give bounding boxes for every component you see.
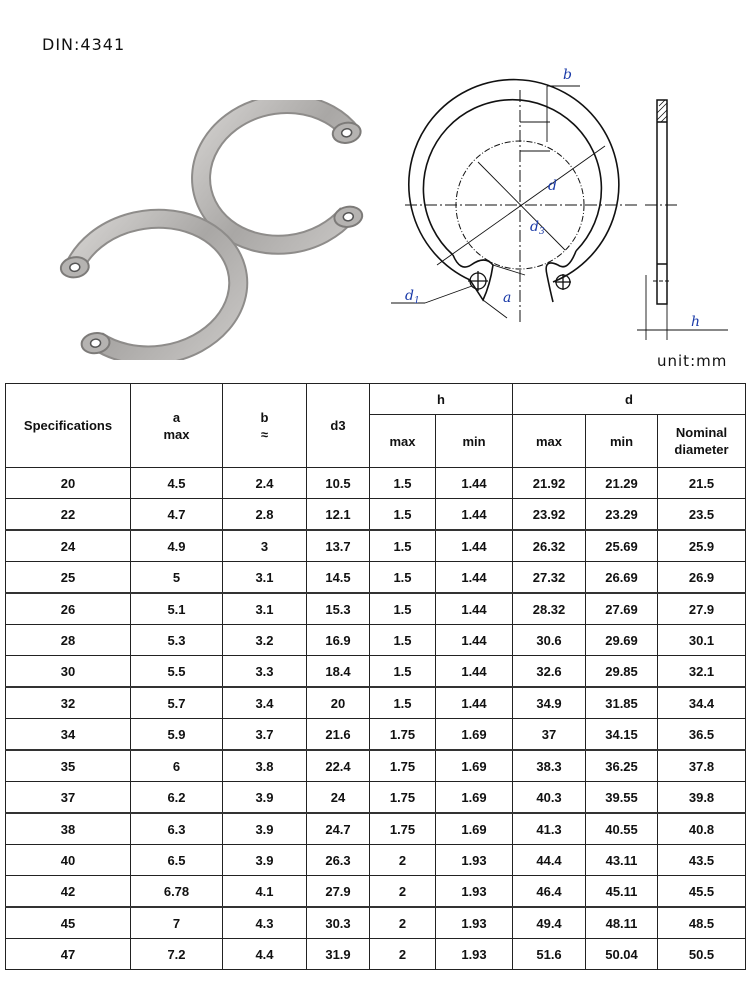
cell-d-max: 40.3 — [513, 782, 586, 814]
cell-h-min: 1.93 — [436, 939, 513, 970]
cell-h-min: 1.44 — [436, 625, 513, 656]
cell-h-max: 1.5 — [370, 468, 436, 499]
cell-d-max: 41.3 — [513, 813, 586, 845]
table-row — [6, 782, 746, 814]
cell-d-max: 34.9 — [513, 687, 586, 719]
table-row — [6, 876, 746, 908]
cell-d-max: 49.4 — [513, 907, 586, 939]
cell-h-max: 1.75 — [370, 750, 436, 782]
cell-b-approx: 3.3 — [223, 656, 307, 688]
label-d3: $d_3$ — [530, 219, 545, 237]
cell-h-max: 1.75 — [370, 719, 436, 751]
cell-d3: 21.6 — [307, 719, 370, 751]
table-row — [6, 468, 746, 499]
cell-d3: 16.9 — [307, 625, 370, 656]
cell-h-min: 1.44 — [436, 562, 513, 594]
header-b: b ≈ — [223, 384, 307, 468]
cell-h-min: 1.44 — [436, 499, 513, 531]
cell-a-max: 7 — [131, 907, 223, 939]
cell-a-max: 5 — [131, 562, 223, 594]
cell-d-max: 23.92 — [513, 499, 586, 531]
header-d-nominal: Nominal diameter — [658, 415, 746, 468]
cell-b-approx: 3.9 — [223, 845, 307, 876]
cell-d-max: 51.6 — [513, 939, 586, 970]
cell-h-max: 2 — [370, 876, 436, 908]
cell-a-max: 6.2 — [131, 782, 223, 814]
cell-b-approx: 3.2 — [223, 625, 307, 656]
cell-h-min: 1.44 — [436, 468, 513, 499]
cell-h-min: 1.44 — [436, 687, 513, 719]
cell-b-approx: 2.8 — [223, 499, 307, 531]
header-d-min: min — [586, 415, 658, 468]
table-row — [6, 530, 746, 562]
cell-h-min: 1.69 — [436, 750, 513, 782]
cell-spec: 20 — [6, 468, 131, 499]
circlip-photo-icon — [40, 100, 380, 360]
cell-d-max: 44.4 — [513, 845, 586, 876]
table-row — [6, 656, 746, 688]
cell-d-min: 45.11 — [586, 876, 658, 908]
table-row — [6, 813, 746, 845]
cell-a-max: 6.3 — [131, 813, 223, 845]
cell-spec: 26 — [6, 593, 131, 625]
cell-spec: 38 — [6, 813, 131, 845]
header-h-max: max — [370, 415, 436, 468]
cell-a-max: 4.7 — [131, 499, 223, 531]
cell-b-approx: 3 — [223, 530, 307, 562]
table-row — [6, 719, 746, 751]
cell-d-nominal: 30.1 — [658, 625, 746, 656]
specification-table — [5, 383, 746, 970]
cell-d-nominal: 21.5 — [658, 468, 746, 499]
cell-b-approx: 2.4 — [223, 468, 307, 499]
cell-a-max: 5.9 — [131, 719, 223, 751]
unit-label: unit:mm — [657, 352, 728, 370]
cell-d-max: 46.4 — [513, 876, 586, 908]
technical-drawing — [375, 50, 750, 350]
cell-a-max: 6.78 — [131, 876, 223, 908]
cell-d3: 14.5 — [307, 562, 370, 594]
table-row — [6, 687, 746, 719]
cell-spec: 47 — [6, 939, 131, 970]
cell-b-approx: 3.7 — [223, 719, 307, 751]
header-d-max: max — [513, 415, 586, 468]
label-d: d — [548, 178, 557, 194]
cell-d-nominal: 25.9 — [658, 530, 746, 562]
cell-spec: 45 — [6, 907, 131, 939]
cell-spec: 30 — [6, 656, 131, 688]
cell-d3: 15.3 — [307, 593, 370, 625]
cell-d-min: 48.11 — [586, 907, 658, 939]
cell-d3: 22.4 — [307, 750, 370, 782]
table-row — [6, 750, 746, 782]
cell-d3: 18.4 — [307, 656, 370, 688]
cell-d-min: 34.15 — [586, 719, 658, 751]
cell-h-min: 1.69 — [436, 813, 513, 845]
cell-h-min: 1.69 — [436, 782, 513, 814]
cell-d-max: 30.6 — [513, 625, 586, 656]
cell-d-nominal: 50.5 — [658, 939, 746, 970]
cell-h-max: 1.5 — [370, 687, 436, 719]
table-row — [6, 907, 746, 939]
cell-spec: 42 — [6, 876, 131, 908]
cell-b-approx: 4.3 — [223, 907, 307, 939]
cell-a-max: 4.5 — [131, 468, 223, 499]
cell-d-min: 39.55 — [586, 782, 658, 814]
cell-h-max: 1.75 — [370, 813, 436, 845]
cell-d3: 27.9 — [307, 876, 370, 908]
cell-spec: 35 — [6, 750, 131, 782]
cell-d-min: 40.55 — [586, 813, 658, 845]
cell-d-max: 21.92 — [513, 468, 586, 499]
header-d3: d3 — [307, 384, 370, 468]
cell-h-max: 1.5 — [370, 656, 436, 688]
side-view — [653, 100, 671, 304]
cell-d-min: 23.29 — [586, 499, 658, 531]
cell-h-min: 1.93 — [436, 876, 513, 908]
cell-d-nominal: 34.4 — [658, 687, 746, 719]
cell-a-max: 5.1 — [131, 593, 223, 625]
cell-d3: 26.3 — [307, 845, 370, 876]
label-d1: $d_1$ — [405, 288, 420, 306]
cell-d-min: 50.04 — [586, 939, 658, 970]
cell-h-max: 1.5 — [370, 593, 436, 625]
cell-b-approx: 3.1 — [223, 562, 307, 594]
cell-d-min: 31.85 — [586, 687, 658, 719]
cell-spec: 32 — [6, 687, 131, 719]
cell-a-max: 7.2 — [131, 939, 223, 970]
cell-h-min: 1.44 — [436, 593, 513, 625]
header-d-group: d — [513, 384, 746, 415]
cell-d-min: 26.69 — [586, 562, 658, 594]
cell-spec: 22 — [6, 499, 131, 531]
table-row — [6, 845, 746, 876]
cell-d3: 20 — [307, 687, 370, 719]
table-row — [6, 593, 746, 625]
cell-d-nominal: 26.9 — [658, 562, 746, 594]
cell-d-nominal: 32.1 — [658, 656, 746, 688]
header-h-min: min — [436, 415, 513, 468]
cell-d-nominal: 27.9 — [658, 593, 746, 625]
cell-d-nominal: 48.5 — [658, 907, 746, 939]
cell-d-max: 26.32 — [513, 530, 586, 562]
cell-d3: 12.1 — [307, 499, 370, 531]
cell-d3: 30.3 — [307, 907, 370, 939]
cell-h-min: 1.44 — [436, 530, 513, 562]
cell-spec: 28 — [6, 625, 131, 656]
cell-d-min: 25.69 — [586, 530, 658, 562]
cell-h-min: 1.93 — [436, 907, 513, 939]
cell-b-approx: 3.4 — [223, 687, 307, 719]
table-row — [6, 562, 746, 594]
cell-d-nominal: 45.5 — [658, 876, 746, 908]
cell-h-max: 1.75 — [370, 782, 436, 814]
cell-a-max: 6.5 — [131, 845, 223, 876]
cell-b-approx: 3.9 — [223, 782, 307, 814]
cell-d-min: 43.11 — [586, 845, 658, 876]
header-specifications: Specifications — [6, 384, 131, 468]
table-row — [6, 939, 746, 970]
cell-d-min: 36.25 — [586, 750, 658, 782]
cell-d-nominal: 43.5 — [658, 845, 746, 876]
cell-a-max: 5.5 — [131, 656, 223, 688]
cell-h-min: 1.44 — [436, 656, 513, 688]
cell-d-nominal: 23.5 — [658, 499, 746, 531]
cell-d3: 10.5 — [307, 468, 370, 499]
cell-spec: 37 — [6, 782, 131, 814]
cell-h-max: 1.5 — [370, 562, 436, 594]
label-h: h — [691, 314, 701, 330]
cell-b-approx: 4.4 — [223, 939, 307, 970]
cell-h-min: 1.93 — [436, 845, 513, 876]
cell-h-max: 2 — [370, 845, 436, 876]
cell-h-max: 2 — [370, 907, 436, 939]
cell-h-min: 1.69 — [436, 719, 513, 751]
cell-h-max: 1.5 — [370, 625, 436, 656]
cell-a-max: 4.9 — [131, 530, 223, 562]
cell-d-nominal: 39.8 — [658, 782, 746, 814]
cell-d3: 24 — [307, 782, 370, 814]
cell-spec: 25 — [6, 562, 131, 594]
cell-d3: 24.7 — [307, 813, 370, 845]
cell-a-max: 6 — [131, 750, 223, 782]
cell-d-min: 21.29 — [586, 468, 658, 499]
cell-d-max: 28.32 — [513, 593, 586, 625]
cell-d-max: 38.3 — [513, 750, 586, 782]
cell-d-nominal: 36.5 — [658, 719, 746, 751]
cell-d-nominal: 37.8 — [658, 750, 746, 782]
cell-h-max: 1.5 — [370, 499, 436, 531]
cell-d-min: 29.85 — [586, 656, 658, 688]
cell-spec: 24 — [6, 530, 131, 562]
standard-title: DIN:4341 — [42, 35, 126, 54]
cell-d3: 31.9 — [307, 939, 370, 970]
cell-a-max: 5.7 — [131, 687, 223, 719]
cell-d-max: 32.6 — [513, 656, 586, 688]
cell-d-max: 27.32 — [513, 562, 586, 594]
label-b: b — [563, 67, 572, 83]
cell-spec: 34 — [6, 719, 131, 751]
header-h-group: h — [370, 384, 513, 415]
cell-h-max: 2 — [370, 939, 436, 970]
cell-d-min: 27.69 — [586, 593, 658, 625]
cell-h-max: 1.5 — [370, 530, 436, 562]
lug-hole-left-icon — [468, 271, 488, 291]
label-a: a — [503, 290, 512, 306]
cell-b-approx: 3.8 — [223, 750, 307, 782]
cell-d-max: 37 — [513, 719, 586, 751]
cell-b-approx: 3.1 — [223, 593, 307, 625]
table-row — [6, 625, 746, 656]
cell-b-approx: 3.9 — [223, 813, 307, 845]
cell-d-min: 29.69 — [586, 625, 658, 656]
cell-a-max: 5.3 — [131, 625, 223, 656]
cell-b-approx: 4.1 — [223, 876, 307, 908]
header-a: a max — [131, 384, 223, 468]
table-row — [6, 499, 746, 531]
cell-d-nominal: 40.8 — [658, 813, 746, 845]
lug-hole-right-icon — [555, 274, 571, 290]
cell-d3: 13.7 — [307, 530, 370, 562]
cell-spec: 40 — [6, 845, 131, 876]
